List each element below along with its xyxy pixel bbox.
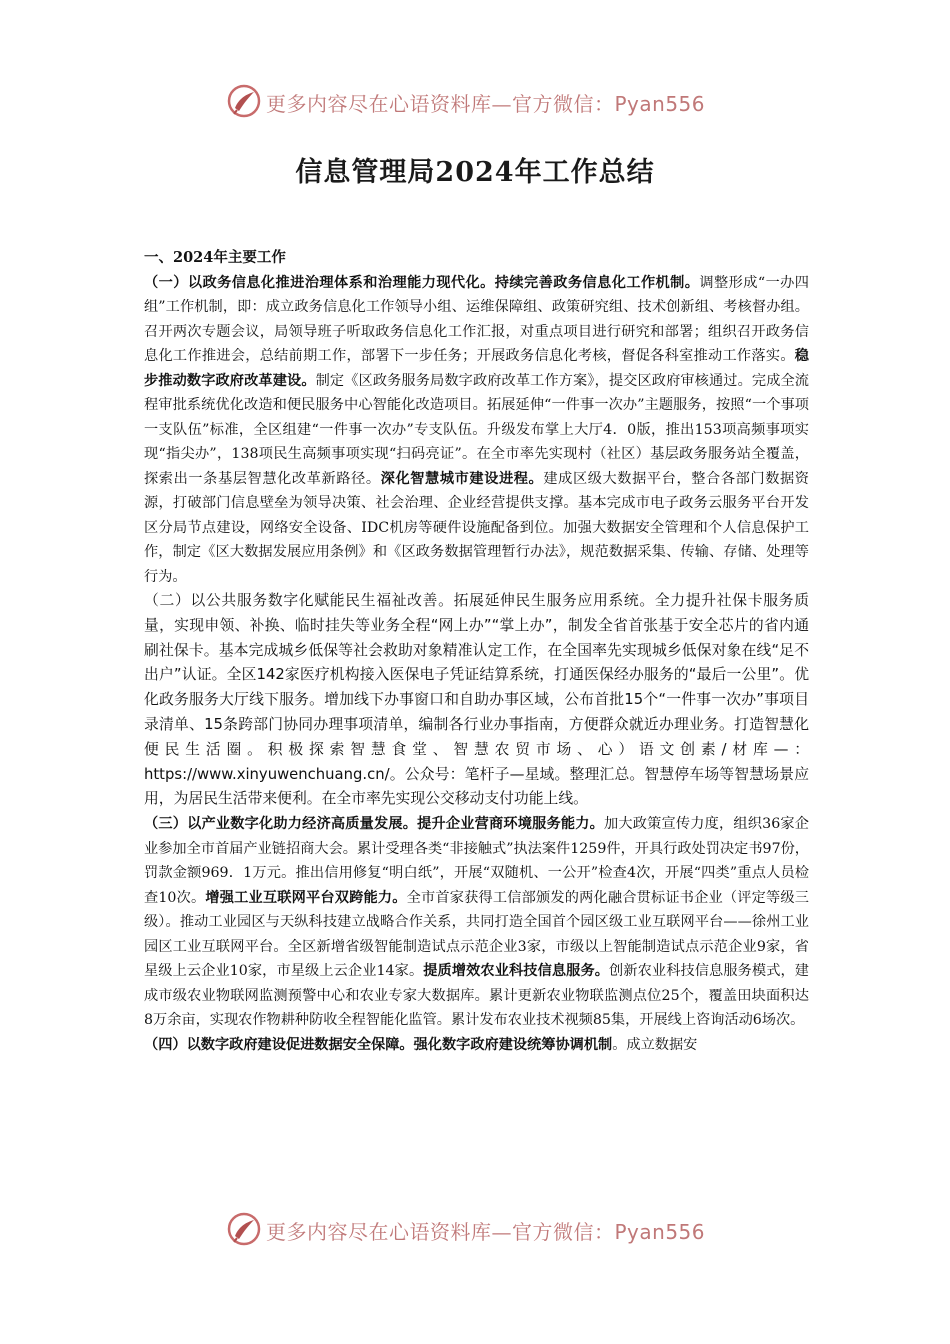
paragraph-3-bold-2: 增强工业互联网平台双跨能力。	[205, 889, 407, 906]
watermark-text	[266, 1216, 705, 1245]
paragraph-1-bold-2: 稳步推动数字政府改革建设。	[144, 348, 809, 389]
watermark-text	[266, 88, 705, 117]
paragraph-3	[144, 812, 809, 1033]
watermark-slogan: 更多内容尽在心语资料库—官方微信：	[266, 92, 615, 116]
watermark-slogan: 更多内容尽在心语资料库—官方微信：	[266, 1220, 615, 1244]
paragraph-3-text-1: 加大政策宣传力度，组织36家企业参加全市首届产业链招商大会。累计受理各类“非接触式”执法案件1259件，开具行政处罚决定书97份，罚款金额969．1万元。推出信用修复“明白纸”，开展“双随机、一公开”检查4次，开展“四类”重点人员检查10次。	[144, 816, 809, 906]
watermark-wechat-id: Pyan556	[614, 92, 706, 116]
paragraph-4-text-1: 。成立数据安	[612, 1036, 698, 1053]
watermark-logo-icon	[227, 1212, 261, 1246]
watermark-logo-icon	[227, 84, 261, 118]
paragraph-3-text-2: 全市首家获得工信部颁发的两化融合贯标证书企业（评定等级三级）。推动工业园区与天纵科技建立战略合作关系，共同打造全国首个园区级工业互联网平台——徐州工业园区工业互联网平台。全区新增省级智能制造试点示范企业3家，市级以上智能制造试点示范企业9家，省星级上云企业10家，市星级上云企业14家。	[144, 889, 809, 980]
paragraph-3-text-3: 创新农业科技信息服务模式，建成市级农业物联网监测预警中心和农业专家大数据库。累计更新农业物联监测点位25个，覆盖田块面积达8万余亩，实现农作物耕种防收全程智能化监管。累计发布农业技术视频85集，开展线上咨询活动6场次。	[144, 963, 809, 1029]
paragraph-1-lead: （一）以政务信息化推进治理体系和治理能力现代化。持续完善政务信息化工作机制。	[144, 274, 700, 291]
paragraph-1	[144, 271, 809, 590]
document-title: 信息管理局2024年工作总结	[295, 157, 655, 188]
paragraph-2-text: （二）以公共服务数字化赋能民生福祉改善。拓展延伸民生服务应用系统。全力提升社保卡服务质量，实现申领、补换、临时挂失等业务全程“网上办”“掌上办”，制发全省首张基于安全芯片的省内通刷社保卡。基本完成城乡低保等社会救助对象精准认定工作，在全国率先实现城乡低保对象在线“足不出户”认证。全区142家医疗机构接入医保电子凭证结算系统，打通医保经办服务的“最后一公里”。优化政务服务大厅线下服务。增加线下办事窗口和自助办事区域，公布首批15个“一件事一次办”事项目录清单、15条跨部门协同办理事项清单，编制各行业办事指南，方便群众就近办理业务。打造智慧化便民生活圈。积极探索智慧食堂、智慧农贸市场、心）语文创素/材库—：https://www.xinyuwenchuang.cn/。公众号：笔杆子—星域。整理汇总。智慧停车场等智慧场景应用，为居民生活带来便利。在全市率先实现公交移动支付功能上线。	[144, 592, 809, 808]
paragraph-1-text-3: 建成区级大数据平台，整合各部门数据资源，打破部门信息壁垒为领导决策、社会治理、企业经营提供支撑。基本完成市电子政务云服务平台开发区分局节点建设，网络安全设备、IDC机房等硬件设施配备到位。加强大数据安全管理和个人信息保护工作，制定《区大数据发展应用条例》和《区政务数据管理暂行办法》，规范数据采集、传输、存储、处理等行为。	[144, 470, 809, 585]
paragraph-1-bold-3: 深化智慧城市建设进程。	[380, 470, 544, 487]
paragraph-4-lead: （四）以数字政府建设促进数据安全保障。强化数字政府建设统筹协调机制	[144, 1036, 613, 1053]
section-heading: 一、2024年主要工作	[144, 249, 286, 266]
paragraph-4	[144, 1033, 809, 1058]
paragraph-1-text-1: 调整形成“一办四组”工作机制，即：成立政务信息化工作领导小组、运维保障组、政策研究组、技术创新组、考核督办组。召开两次专题会议，局领导班子听取政务信息化工作汇报，对重点项目进行研究和部署；组织召开政务信息化工作推进会，总结前期工作，部署下一步任务；开展政务信息化考核，督促各科室推动工作落实。	[144, 274, 809, 364]
paragraph-3-lead: （三）以产业数字化助力经济高质量发展。提升企业营商环境服务能力。	[144, 816, 605, 833]
watermark-header	[0, 82, 950, 122]
document-body	[144, 246, 809, 1057]
paragraph-2	[144, 589, 809, 812]
watermark-wechat-id: Pyan556	[614, 1220, 706, 1244]
paragraph-1-text-2: 制定《区政务服务局数字政府改革工作方案》，提交区政府审核通过。完成全流程审批系统优化改造和便民服务中心智能化改造项目。拓展延伸“一件事一次办”主题服务，按照“一个事项一支队伍”标准，全区组建“一件事一次办”专支队伍。升级发布掌上大厅4．0版，推出153项高频事项实现“指尖办”，138项民生高频事项实现“扫码亮证”。在全市率先实现村（社区）基层政务服务站全覆盖，探索出一条基层智慧化改革新路径。	[144, 372, 809, 487]
watermark-footer	[0, 1210, 950, 1250]
paragraph-3-bold-3: 提质增效农业科技信息服务。	[423, 963, 610, 980]
